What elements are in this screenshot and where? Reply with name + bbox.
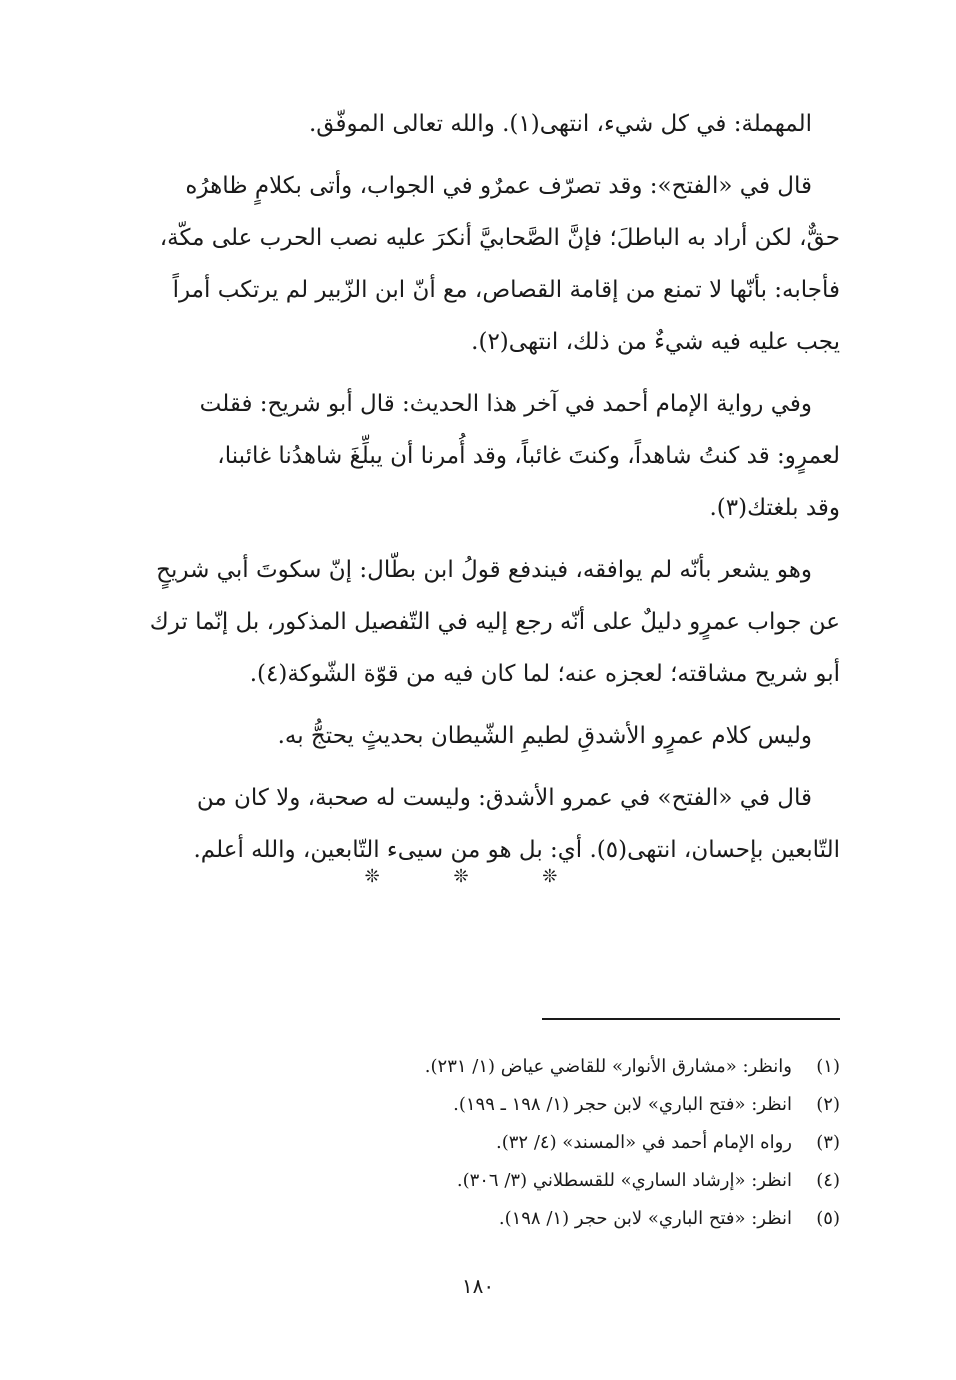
footnote-number: (٢) bbox=[816, 1094, 840, 1115]
text-line: وقد بلغتك(٣). bbox=[709, 495, 840, 521]
paragraph bbox=[118, 772, 840, 876]
footnote bbox=[300, 1200, 840, 1238]
footnote bbox=[300, 1162, 840, 1200]
main-text bbox=[118, 98, 840, 886]
text-line: المهملة: في كل شيء، انتهى(١). والله تعالى الموفّق. bbox=[308, 111, 812, 137]
text-line: التّابعين بإحسان، انتهى(٥). أي: بل هو من سيىء التّابعين، والله أعلم. bbox=[193, 837, 840, 863]
paragraph bbox=[118, 160, 840, 368]
footnote-divider bbox=[542, 1018, 840, 1020]
footnote bbox=[300, 1086, 840, 1124]
text-line: لعمرٍو: قد كنتُ شاهداً، وكنتَ غائباً، وقد أُمرنا أن يبلِّغَ شاهدُنا غائبنا، bbox=[217, 443, 840, 469]
paragraph bbox=[118, 710, 840, 762]
footnote-text: رواه الإمام أحمد في «المسند» (٤/ ٣٢). bbox=[496, 1132, 792, 1153]
page-number: ١٨٠ bbox=[461, 1274, 495, 1298]
text-line: قال في «الفتح» في عمرو الأشدق: وليست له صحبة، ولا كان من bbox=[196, 785, 812, 811]
footnote-text: انظر: «فتح الباري» لابن حجر (١/ ١٩٨). bbox=[498, 1208, 792, 1229]
text-line: أبو شريح مشاقته؛ لعجزه عنه؛ لما كان فيه من قوّة الشّوكة(٤). bbox=[249, 661, 840, 687]
footnote bbox=[300, 1048, 840, 1086]
text-line: قال في «الفتح»: وقد تصرّف عمرٌو في الجواب، وأتى بكلامٍ ظاهرُه bbox=[185, 173, 812, 199]
footnote bbox=[300, 1124, 840, 1162]
text-line: وليس كلام عمرٍو الأشدقِ لطيمِ الشّيطان بحديثٍ يحتجُّ به. bbox=[277, 723, 812, 749]
text-line: وفي رواية الإمام أحمد في آخر هذا الحديث: قال أبو شريح: فقلت bbox=[199, 391, 812, 417]
footnote-text: وانظر: «مشارق الأنوار» للقاضي عياض (١/ ٢٣١). bbox=[424, 1056, 792, 1077]
text-line: يجب عليه فيه شيءٌ من ذلك، انتهى(٢). bbox=[471, 329, 840, 355]
text-line: وهو يشعر بأنّه لم يوافقه، فيندفع قولُ ابن بطّال: إنّ سكوتَ أبي شريحٍ bbox=[156, 557, 812, 583]
text-line: فأجابه: بأنّها لا تمنع من إقامة القصاص، مع أنّ ابن الزّبير لم يرتكب أمراً bbox=[172, 277, 840, 303]
footnote-number: (٥) bbox=[816, 1208, 840, 1229]
text-line: عن جواب عمرٍو دليلٌ على أنّه رجع إليه في التّفصيل المذكور، بل إنّما ترك bbox=[149, 609, 840, 635]
paragraph bbox=[118, 544, 840, 700]
section-separator: ❊ ❊ ❊ bbox=[364, 866, 592, 887]
footnote-text: انظر: «فتح الباري» لابن حجر (١/ ١٩٨ ـ ١٩٩). bbox=[453, 1094, 792, 1115]
footnote-number: (١) bbox=[816, 1056, 840, 1077]
footnote-number: (٤) bbox=[816, 1170, 840, 1191]
text-line: حقٌّ، لكن أراد به الباطلَ؛ فإنَّ الصَّحابيَّ أنكرَ عليه نصب الحرب على مكّة، bbox=[159, 225, 840, 251]
footnote-number: (٣) bbox=[816, 1132, 840, 1153]
footnote-text: انظر: «إرشاد الساري» للقسطلاني (٣/ ٣٠٦). bbox=[456, 1170, 792, 1191]
paragraph bbox=[118, 378, 840, 534]
footnotes bbox=[300, 1048, 840, 1238]
paragraph bbox=[118, 98, 840, 150]
